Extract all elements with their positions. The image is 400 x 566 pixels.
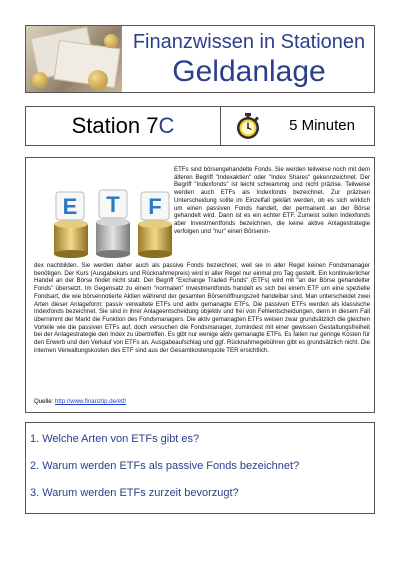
page-subtitle: Geldanlage	[172, 55, 326, 88]
article-paragraph-intro: ETFs sind börsengehandelte Fonds. Sie werden teilweise noch mit dem älteren Begriff "Indexaktien" oder "Index Shares" gekennzeichnet. Der Begriff "Indexfonds" ist leicht schwammig und nicht präzise. Teilweise werden auch ETFs als Indexfonds bezeichnet. Zur präzisen Unterscheidung sollte im Einzelfall geklärt werden, ob es sich wirklich um einen passiven Fonds handelt, der permanent an der Börse gehandelt wird. Dann ist es ein echter ETF. Zumeist sollen Indexfonds aber Investmentfonds bezeichnen, die keine aktive Anlagestrategie verfolgen und "nur" einen Börsenin-	[174, 166, 370, 235]
coin-shape	[104, 34, 118, 48]
duration-label: 5 Minuten	[289, 117, 355, 134]
header-money-photo	[26, 26, 122, 92]
station-letter: C	[158, 113, 175, 138]
source-link[interactable]: http://www.finanztip.de/etf/	[55, 398, 127, 405]
etf-letter-f: F	[148, 194, 162, 219]
station-bar	[25, 106, 375, 146]
etf-letter-e: E	[62, 194, 78, 219]
question-2: 2. Warum werden ETFs als passive Fonds bezeichnet?	[30, 460, 300, 472]
header-box	[25, 25, 375, 93]
article-box	[25, 157, 375, 413]
coin-shape	[32, 72, 48, 88]
station-number: Station 7	[71, 113, 159, 138]
coin-shape	[88, 70, 108, 90]
article-paragraph-main: dex nachbilden. Sie werden daher auch als passive Fonds bezeichnet, weil sie in aller Regel keinen Fondsmanager benötigen. Der Kurs (Ausgabekurs und Rücknahmepreis) wird in aller Regel nur einmal pro Tag gestellt. Ein kontinuierlicher Handel an der Börse findet nicht statt. Der Begriff "Exchange Traded Funds" (ETFs) wird mit "an der Börse gehandelter Fonds" übersetzt. Im Gegensatz zu einem "normalen" Investmentfonds handelt es sich bei einem ETF um eine spezielle Fondsart, die wie börsennotierte Aktien während der gesamten Börsenöffnungszeit handelbar sind. Man unterscheidet zwei Arten dieser Anlageform: passiv verwaltete ETFs und aktiv gemanagte ETFs. Die passiven ETFs werden als klassische Indexfonds bezeichnet. Sie sind in ihrer Anlageentscheidung objektiv und frei von Fehlentscheidungen, denn in diesem Fall übernimmt der Markt die Funktion des Fondsmanagers. Die aktiv gemanagten ETFs weisen zwar grundsätzlich die gleichen Vorteile wie die passiven ETFs auf, doch versuchen die Fondsmanager, zumindest mit einer gewissen Gestaltungsfreiheit bei der Anlagestrategie den Index zu übertreffen. Es gibt nur wenige aktiv gemanagte ETFs. Es fallen nur geringe Kosten für den Erwerb und den Verkauf von ETFs an. Ausgabeaufschlag und ggf. Rücknahmegebühren gibt es grundsätzlich nicht. Die internen Verwaltungskosten des ETF sind aus der Gesamtkostenquote TER ersichtlich.	[34, 262, 370, 354]
source-line	[34, 398, 126, 406]
question-1: 1. Welche Arten von ETFs gibt es?	[30, 433, 200, 445]
question-3: 3. Warum werden ETFs zurzeit bevorzugt?	[30, 487, 239, 499]
stopwatch-icon	[234, 112, 262, 140]
etf-letter-t: T	[106, 192, 120, 217]
etf-coins-image	[34, 174, 184, 260]
station-label	[26, 107, 221, 145]
page-title: Finanzwissen in Stationen	[132, 31, 366, 53]
source-label: Quelle:	[34, 398, 56, 405]
questions-box	[25, 422, 375, 514]
